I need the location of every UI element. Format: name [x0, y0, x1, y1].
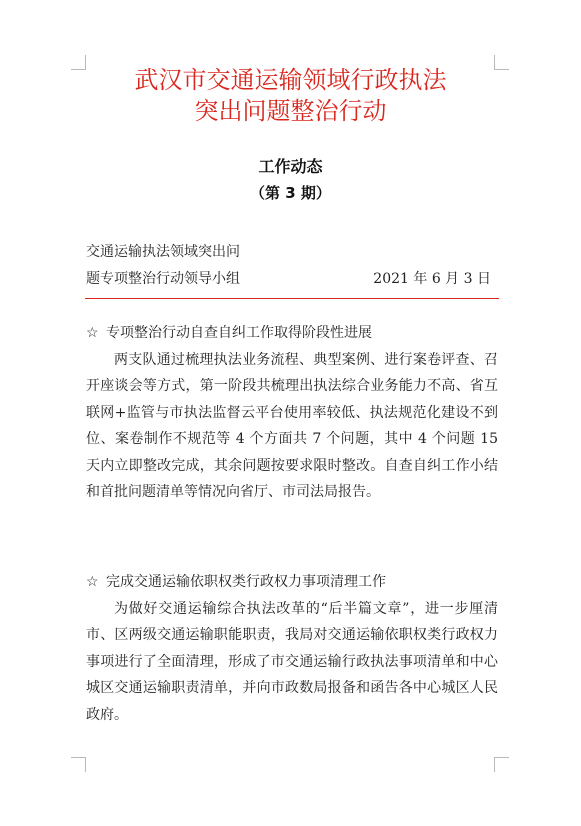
- crop-mark-top-left: [71, 55, 86, 70]
- issue-name: 工作动态: [258, 157, 323, 176]
- document-title-line2: 突出问题整治行动: [194, 97, 387, 125]
- section-body: 为做好交通运输综合执法改革的“后半篇文章”，进一步厘清市、区两级交通运输职能职责，我局对交通运输依职权类行政权力事项进行了全面清理，形成了市交通运输行政执法事项清单和中心城区交通运输职责清单，并向市政数局报备和函告各中心城区人民政府。: [86, 601, 498, 723]
- section-heading-text: 完成交通运输依职权类行政权力事项清理工作: [106, 574, 386, 590]
- section-heading: [86, 572, 498, 592]
- star-icon: ☆: [86, 325, 99, 341]
- section-1: [86, 323, 498, 505]
- issuer-line2: 题专项整治行动领导小组: [86, 271, 240, 287]
- document-title-line1: 武汉市交通运输领域行政执法: [134, 66, 447, 94]
- star-icon: ☆: [86, 574, 99, 590]
- section-2: [86, 572, 498, 728]
- red-divider-rule: [85, 298, 499, 299]
- section-body: 两支队通过梳理执法业务流程、典型案例、进行案卷评查、召开座谈会等方式，第一阶段共梳理出执法综合业务能力不高、省互联网+监管与市执法监督云平台使用率较低、执法规范化建设不到位、案卷制作不规范等 4 个方面共 7 个问题，其中 4 个问题 15 天内立即整改完成，其余问题按要求限时整改。自查自纠工作小结和首批问题清单等情况向省厅、市司法局报告。: [86, 352, 498, 501]
- section-heading-text: 专项整治行动自查自纠工作取得阶段性进展: [106, 325, 372, 341]
- crop-mark-top-right: [494, 55, 509, 70]
- issue-number: （第 3 期）: [250, 184, 331, 202]
- issuer-line1: 交通运输执法领域突出问: [86, 244, 240, 260]
- crop-mark-bottom-left: [71, 757, 86, 772]
- section-heading: [86, 323, 498, 343]
- crop-mark-bottom-right: [494, 757, 509, 772]
- issue-date: 2021 年 6 月 3 日: [373, 271, 491, 287]
